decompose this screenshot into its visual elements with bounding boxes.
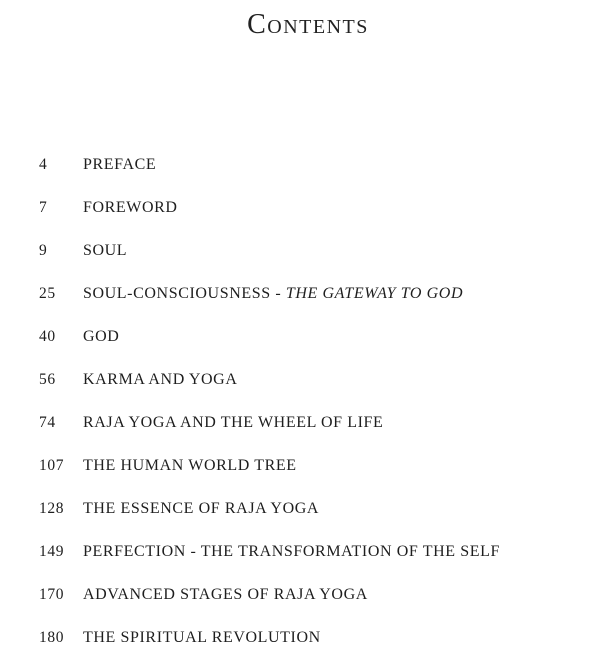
toc-page-number: 4	[39, 156, 48, 173]
toc-chapter-title-text: THE SPIRITUAL REVOLUTION	[83, 629, 321, 646]
toc-chapter-title-text: ADVANCED STAGES OF RAJA YOGA	[83, 586, 368, 603]
toc-entry[interactable]	[39, 281, 579, 324]
toc-chapter-title-text: KARMA AND YOGA	[83, 371, 238, 388]
toc-chapter-title-text: RAJA YOGA AND THE WHEEL OF LIFE	[83, 414, 384, 431]
toc-entry[interactable]	[39, 152, 579, 195]
toc-entry[interactable]	[39, 496, 579, 539]
toc-chapter-title	[83, 195, 579, 221]
toc-page-number: 9	[39, 242, 48, 259]
toc-chapter-title	[83, 453, 579, 479]
toc-chapter-title-text: SOUL	[83, 242, 128, 259]
toc-page-number: 128	[39, 500, 65, 517]
table-of-contents	[39, 152, 579, 668]
toc-chapter-title	[83, 281, 579, 307]
toc-chapter-title-text: FOREWORD	[83, 199, 178, 216]
toc-chapter-title	[83, 582, 579, 608]
toc-chapter-title	[83, 324, 579, 350]
toc-page-number: 74	[39, 414, 56, 431]
toc-chapter-title-text: GOD	[83, 328, 120, 345]
toc-chapter-title	[83, 625, 579, 651]
toc-entry[interactable]	[39, 453, 579, 496]
toc-page-number: 107	[39, 457, 65, 474]
toc-page-number: 40	[39, 328, 56, 345]
toc-entry[interactable]	[39, 324, 579, 367]
toc-page-number: 180	[39, 629, 65, 646]
toc-entry[interactable]	[39, 582, 579, 625]
toc-page-number: 25	[39, 285, 56, 302]
toc-chapter-title-text: THE ESSENCE OF RAJA YOGA	[83, 500, 320, 517]
toc-chapter-title	[83, 410, 579, 436]
toc-entry[interactable]	[39, 410, 579, 453]
toc-chapter-subtitle: THE GATEWAY TO GOD	[285, 285, 464, 302]
toc-entry[interactable]	[39, 539, 579, 582]
toc-page-number: 7	[39, 199, 48, 216]
toc-chapter-title	[83, 367, 579, 393]
page-title: Contents	[247, 9, 369, 40]
toc-page-number: 149	[39, 543, 65, 560]
toc-entry[interactable]	[39, 238, 579, 281]
toc-page-number: 170	[39, 586, 65, 603]
toc-chapter-title-text: THE HUMAN WORLD TREE	[83, 457, 297, 474]
toc-chapter-title	[83, 539, 579, 565]
toc-chapter-title-text: SOUL-CONSCIOUSNESS -	[83, 285, 286, 302]
toc-entry[interactable]	[39, 367, 579, 410]
toc-chapter-title-text: PERFECTION - THE TRANSFORMATION OF THE SELF	[83, 543, 500, 560]
toc-page-number: 56	[39, 371, 56, 388]
toc-chapter-title	[83, 496, 579, 522]
toc-chapter-title-text: PREFACE	[83, 156, 157, 173]
toc-entry[interactable]	[39, 625, 579, 668]
toc-chapter-title	[83, 152, 579, 178]
toc-chapter-title	[83, 238, 579, 264]
toc-entry[interactable]	[39, 195, 579, 238]
